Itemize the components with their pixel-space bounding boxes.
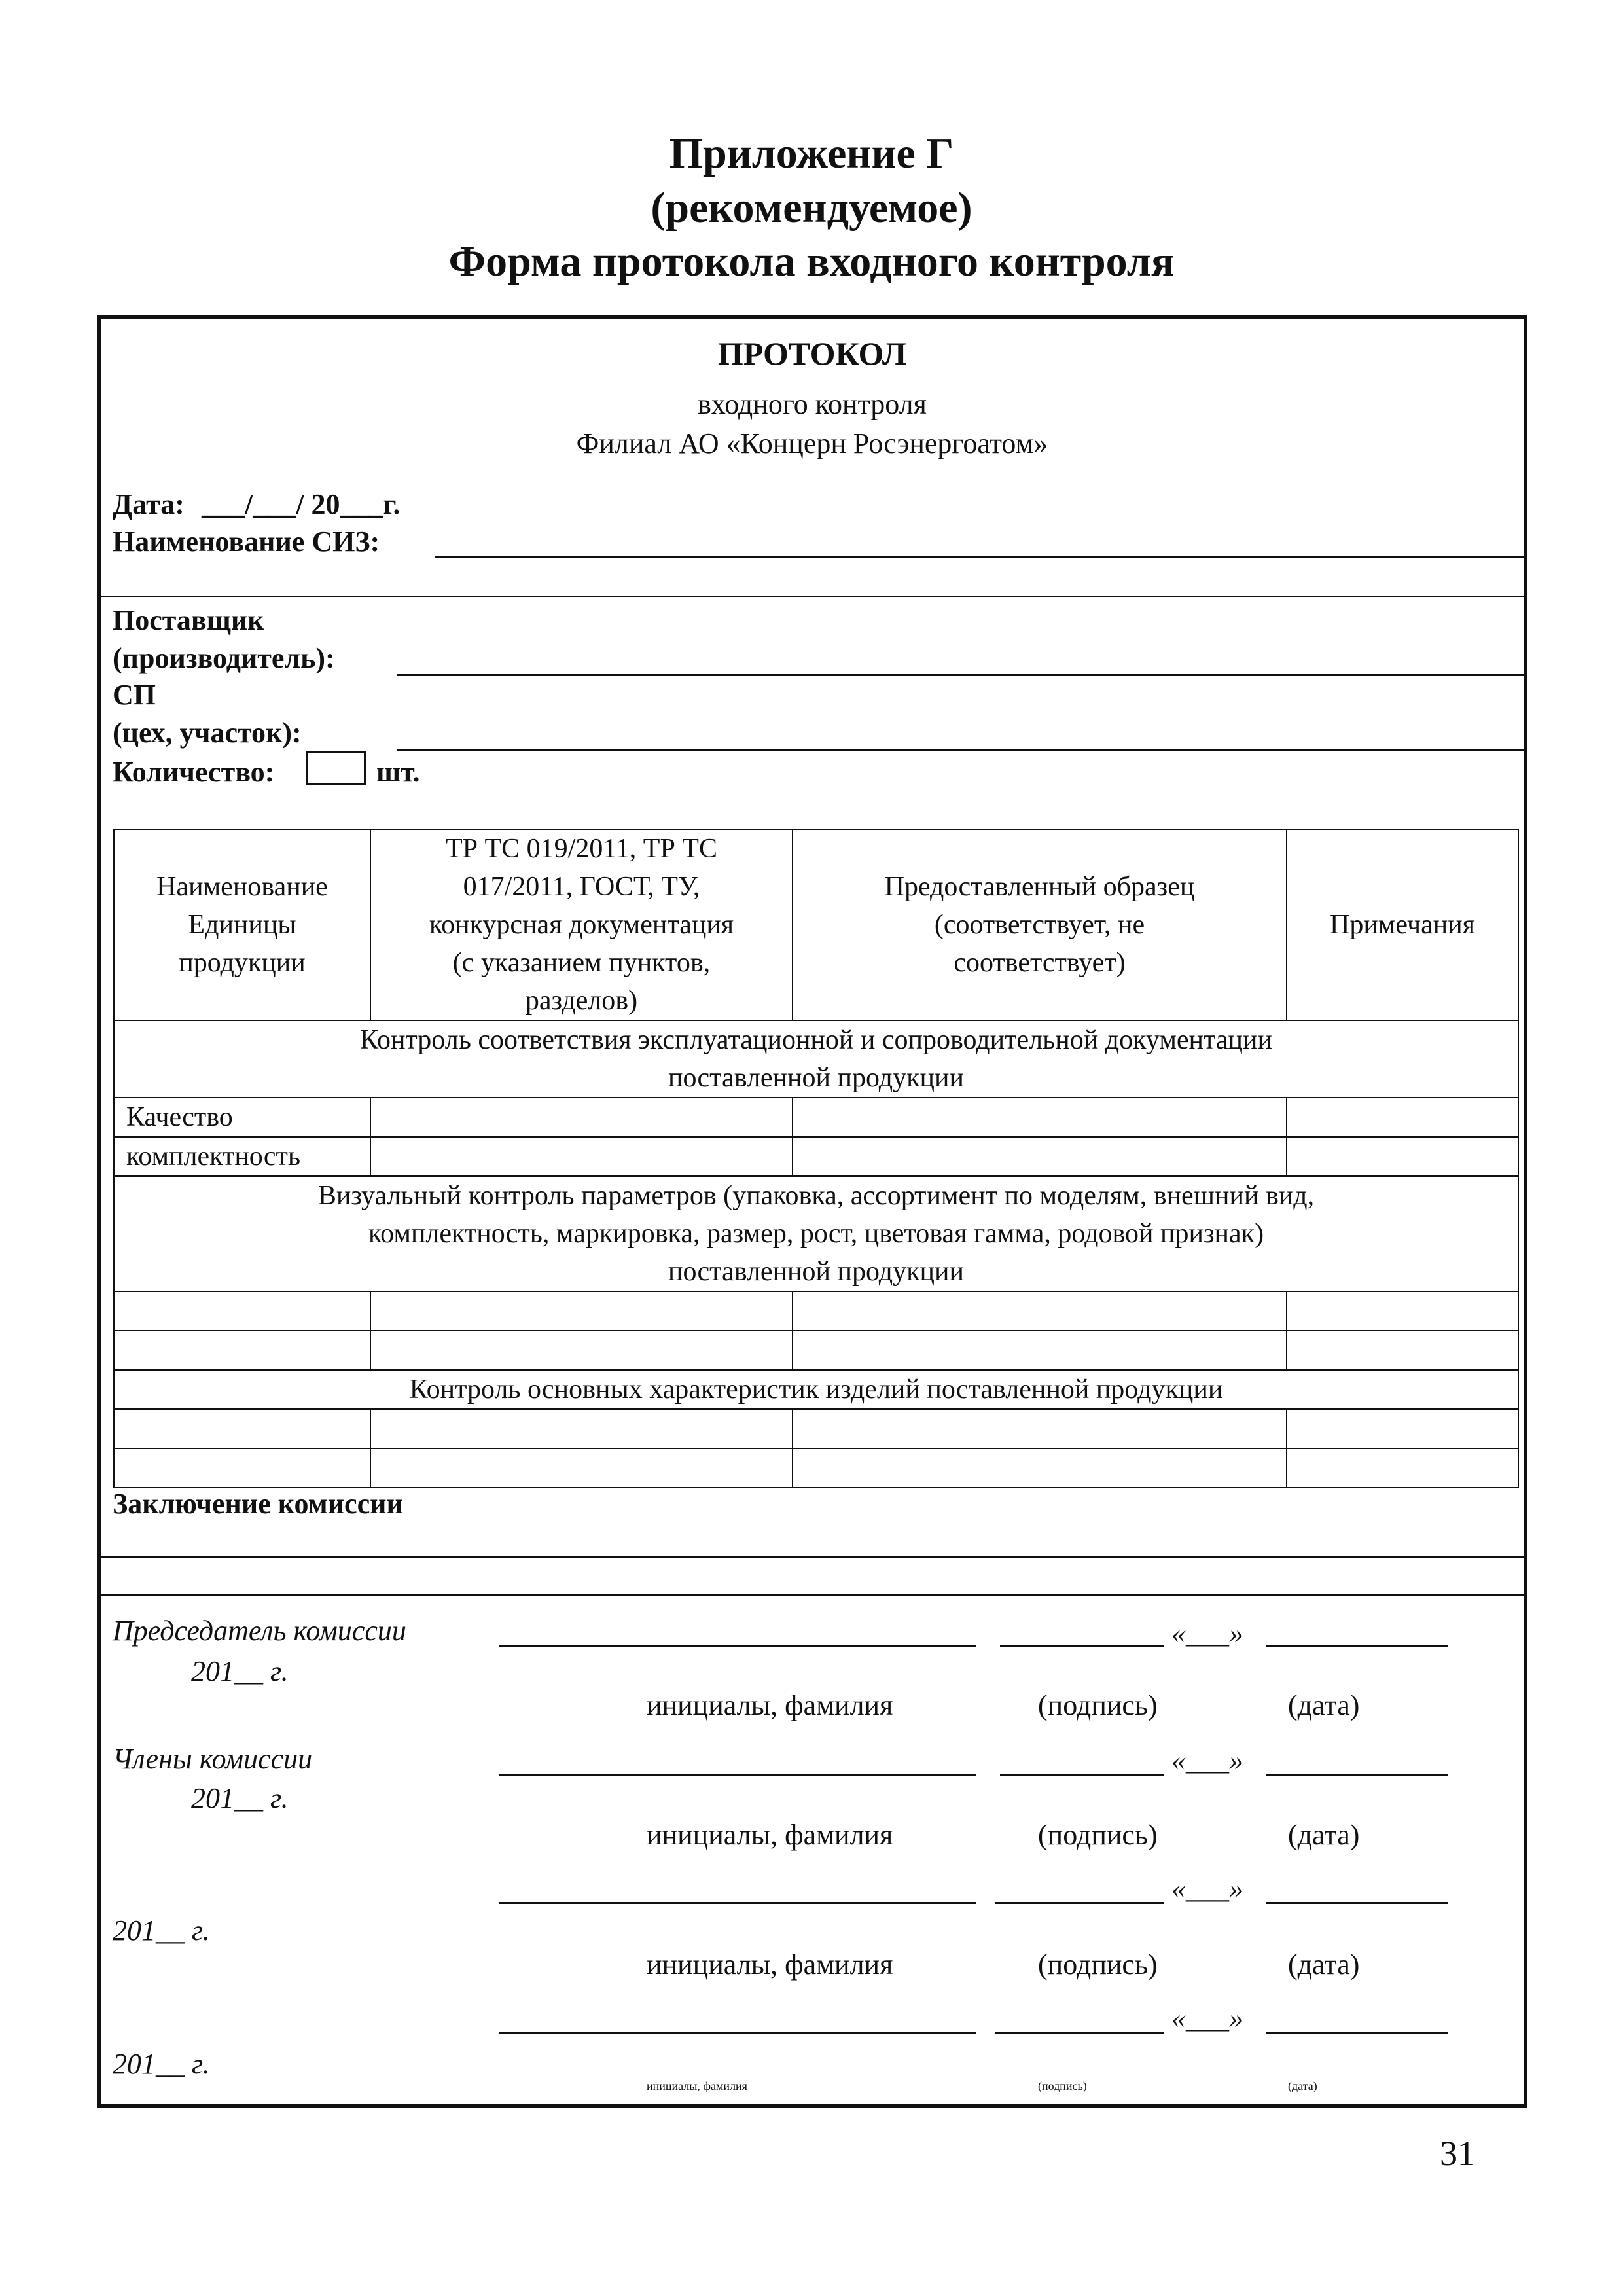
table-row (114, 1409, 1518, 1448)
member2-date-caption: (дата) (1288, 1948, 1360, 1981)
member2-quote: «___» (1171, 1873, 1243, 1905)
divider-line (101, 1594, 1525, 1596)
sp-field[interactable] (397, 749, 1525, 751)
quantity-label: Количество: (113, 756, 275, 788)
member3-initials-field[interactable] (499, 2032, 976, 2034)
header-regulations: ТР ТС 019/2011, ТР ТС 017/2011, ГОСТ, ТУ, конкурсная документация (с указанием пунктов, разделов) (370, 829, 793, 1020)
protocol-subtitle: входного контроля (698, 388, 927, 420)
member2-initials-caption: инициалы, фамилия (647, 1948, 893, 1981)
divider-line (101, 596, 1525, 597)
chairman-year: 201__ г. (191, 1655, 289, 1687)
member1-quote: «___» (1171, 1744, 1243, 1776)
table-header-row (114, 829, 1518, 1020)
quantity-unit: шт. (376, 756, 420, 788)
chairman-signature-caption: (подпись) (1038, 1689, 1158, 1721)
conclusion-line[interactable] (101, 1556, 1525, 1558)
siz-label: Наименование СИЗ: (113, 526, 380, 558)
conclusion-label: Заключение комиссии (113, 1488, 403, 1520)
chairman-label: Председатель комиссии (113, 1615, 406, 1647)
header-notes: Примечания (1287, 829, 1518, 1020)
member2-year: 201__ г. (113, 1914, 210, 1946)
chairman-date-caption: (дата) (1288, 1689, 1360, 1721)
member2-initials-field[interactable] (499, 1902, 976, 1904)
chairman-date-field[interactable] (1266, 1645, 1448, 1647)
page-number: 31 (1440, 2134, 1475, 2173)
table-row-completeness: комплектность (114, 1137, 1518, 1176)
member1-signature-field[interactable] (1000, 1774, 1164, 1776)
chairman-signature-field[interactable] (1000, 1645, 1164, 1647)
header-product-name: Наименование Единицы продукции (114, 829, 370, 1020)
member1-year: 201__ г. (191, 1782, 289, 1814)
sp-label: СП (113, 679, 156, 711)
member1-initials-caption: инициалы, фамилия (647, 1819, 893, 1851)
chairman-initials-field[interactable] (499, 1645, 976, 1647)
members-label: Члены комиссии (113, 1743, 313, 1775)
table-row-quality: Качество (114, 1098, 1518, 1137)
header-sample: Предоставленный образец (соответствует, не соответствует) (793, 829, 1287, 1020)
table-row (114, 1448, 1518, 1488)
section-row-visual: Визуальный контроль параметров (упаковка, ассортимент по моделям, внешний вид, комплектность, маркировка, размер, рост, цветовая гамма, родовой признак) поставленной продукции (114, 1176, 1518, 1291)
member3-signature-caption: (подпись) (1038, 2079, 1087, 2092)
protocol-title: ПРОТОКОЛ (717, 335, 907, 372)
table-row (114, 1291, 1518, 1331)
member3-year: 201__ г. (113, 2048, 210, 2080)
form-title: Форма протокола входного контроля (448, 238, 1175, 285)
member3-date-caption: (дата) (1288, 2079, 1317, 2092)
member3-quote: «___» (1171, 2002, 1243, 2034)
date-field[interactable]: ___/___/ 20___г. (202, 488, 401, 520)
date-label: Дата: (113, 488, 185, 520)
table-row (114, 1331, 1518, 1370)
control-table (113, 829, 1519, 1488)
member2-signature-caption: (подпись) (1038, 1948, 1158, 1981)
member2-signature-field[interactable] (995, 1902, 1164, 1904)
appendix-subtitle: (рекомендуемое) (651, 184, 972, 232)
appendix-title: Приложение Г (669, 130, 954, 177)
member2-date-field[interactable] (1266, 1902, 1448, 1904)
supplier-label: Поставщик (113, 604, 264, 636)
member1-date-field[interactable] (1266, 1774, 1448, 1776)
supplier-label-2: (производитель): (113, 642, 335, 674)
member1-signature-caption: (подпись) (1038, 1819, 1158, 1851)
chairman-initials-caption: инициалы, фамилия (647, 1689, 893, 1721)
section-row-documentation: Контроль соответствия эксплуатационной и сопроводительной документации поставленной продукции (114, 1020, 1518, 1098)
supplier-field[interactable] (397, 674, 1525, 676)
member3-initials-caption: инициалы, фамилия (647, 2079, 747, 2092)
protocol-branch: Филиал АО «Концерн Росэнергоатом» (576, 427, 1048, 459)
member1-initials-field[interactable] (499, 1774, 976, 1776)
member3-date-field[interactable] (1266, 2032, 1448, 2034)
siz-field[interactable] (435, 556, 1525, 558)
member1-date-caption: (дата) (1288, 1819, 1360, 1851)
quantity-box[interactable] (306, 751, 366, 785)
sp-label-2: (цех, участок): (113, 717, 302, 749)
chairman-quote: «___» (1171, 1617, 1243, 1649)
section-row-characteristics: Контроль основных характеристик изделий поставленной продукции (114, 1370, 1518, 1409)
member3-signature-field[interactable] (995, 2032, 1164, 2034)
